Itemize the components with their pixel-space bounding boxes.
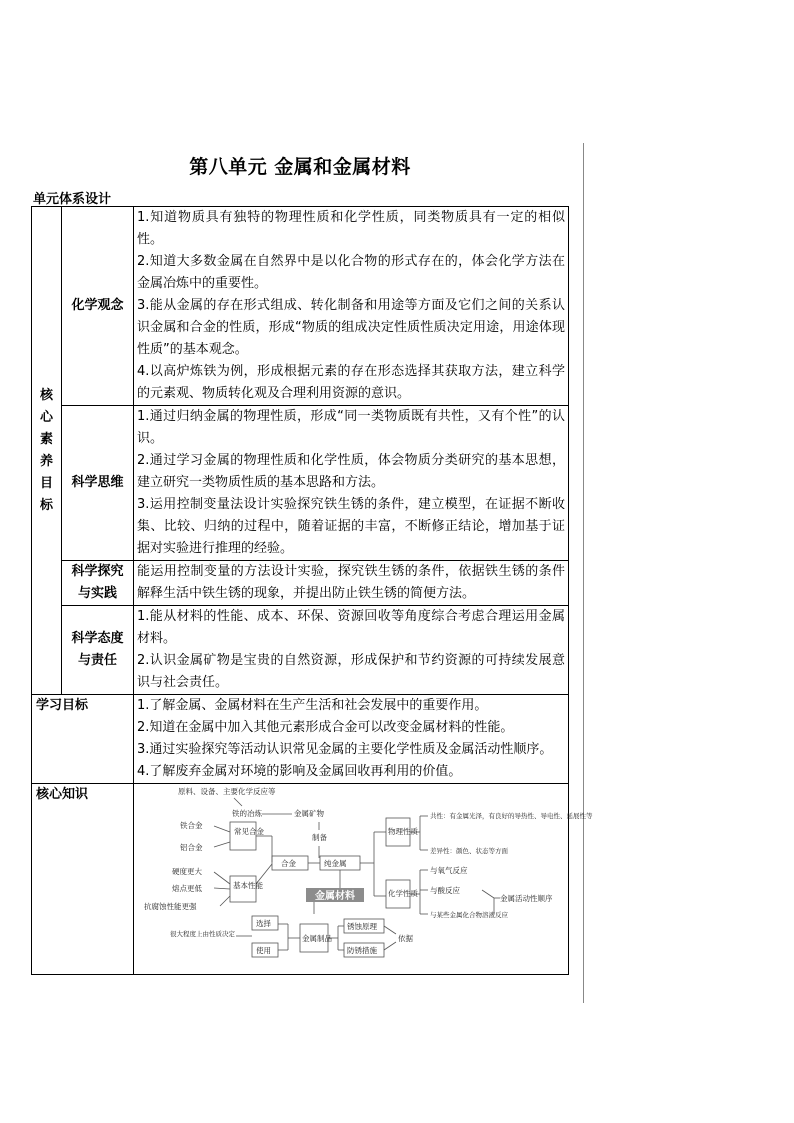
list-item: 能运用控制变量的方法设计实验，探究铁生锈的条件，依据铁生锈的条件解释生活中铁生锈的现象，并提出防止铁生锈的简便方法。 [137, 564, 565, 601]
node-decided: 很大程度上由性质决定 [170, 930, 235, 938]
node-metal-ore: 金属矿物 [294, 809, 324, 818]
node-rust-measures: 防锈措施 [347, 946, 377, 955]
dimension-label-line: 科学思维 [71, 475, 124, 490]
node-with-acid: 与酸反应 [430, 886, 460, 895]
dimension-label [62, 606, 134, 695]
node-melting: 熔点更低 [172, 884, 202, 893]
node-use: 使用 [256, 946, 271, 955]
node-alloy: 合金 [281, 859, 296, 868]
node-top-note: 原料、设备、主要化学反应等 [178, 787, 276, 796]
core-char: 素 [39, 431, 53, 447]
core-char: 目 [39, 475, 53, 491]
page-title: 第八单元 金属和金属材料 [189, 156, 411, 178]
core-char: 标 [39, 497, 53, 513]
list-item: 4.以高炉炼铁为例，形成根据元素的存在形态选择其获取方法，建立科学的元素观、物质转化观及合理利用资源的意识。 [137, 364, 565, 401]
dimension-label [62, 406, 134, 561]
core-char: 养 [39, 453, 53, 469]
node-select: 选择 [256, 919, 271, 928]
node-with-oxygen: 与氧气反应 [430, 866, 468, 875]
list-item: 2.认识金属矿物是宝贵的自然资源，形成保护和节约资源的可持续发展意识与社会责任。 [137, 653, 565, 690]
dimension-label [62, 561, 134, 606]
table-row [32, 695, 569, 784]
node-al-alloy: 铝合金 [180, 843, 203, 852]
list-item: 3.能从金属的存在形式组成、转化制备和用途等方面及它们之间的关系认识金属和合金的性质，形成“物质的组成决定性质性质决定用途，用途体现性质”的基本观念。 [137, 298, 565, 357]
list-item: 4.了解废弃金属对环境的影响及金属回收再利用的价值。 [137, 764, 462, 779]
dimension-content [134, 561, 569, 606]
node-pure-metal: 纯金属 [324, 859, 347, 868]
node-common: 共性：有金属光泽，有良好的导热性、导电性、延展性等 [430, 812, 593, 820]
dimension-content [134, 406, 569, 561]
dimension-content [134, 207, 569, 406]
list-item: 2.知道大多数金属在自然界中是以化合物的形式存在的，体会化学方法在金属冶炼中的重要性。 [137, 254, 565, 291]
unit-design-table [31, 206, 593, 975]
core-knowledge-label: 核心知识 [32, 784, 134, 975]
node-activity-order: 金属活动性顺序 [500, 894, 553, 903]
node-iron-alloy: 铁合金 [180, 821, 203, 830]
list-item: 3.通过实验探究等活动认识常见金属的主要化学性质及金属活动性顺序。 [137, 742, 553, 757]
core-literacy-label [32, 207, 62, 695]
node-hardness: 硬度更大 [172, 867, 202, 876]
concept-map [134, 784, 593, 966]
table-row [32, 784, 569, 975]
learning-goals-label: 学习目标 [32, 695, 134, 784]
dimension-content [134, 606, 569, 695]
dimension-label [62, 207, 134, 406]
node-with-salt: 与某些金属化合物溶液反应 [430, 911, 508, 919]
core-char: 核 [39, 387, 53, 403]
list-item: 1.了解金属、金属材料在生产生活和社会发展中的重要作用。 [137, 698, 488, 713]
node-products: 金属制品 [302, 934, 332, 943]
node-basic-props: 基本性能 [233, 881, 263, 890]
node-rust-principle: 锈蚀原理 [347, 922, 377, 931]
list-item: 3.运用控制变量法设计实验探究铁生锈的条件，建立模型，在证据不断收集、比较、归纳的过程中，随着证据的丰富，不断修正结论，增加基于证据对实验进行推理的经验。 [137, 497, 565, 556]
list-item: 1.通过归纳金属的物理性质，形成“同一类物质既有共性，又有个性”的认识。 [137, 409, 565, 446]
section-label: 单元体系设计 [33, 192, 112, 207]
dimension-label-line: 化学观念 [71, 298, 124, 313]
node-prepare: 制备 [312, 833, 327, 842]
concept-map-cell [134, 784, 593, 975]
table-row [32, 561, 569, 606]
center-node-label: 金属材料 [315, 891, 355, 902]
table-row [32, 606, 569, 695]
table-row [32, 207, 569, 406]
dimension-label-line: 科学态度 [71, 631, 124, 646]
dimension-label-line: 与责任 [77, 653, 117, 668]
dimension-label-line: 与实践 [77, 586, 117, 601]
list-item: 2.通过学习金属的物理性质和化学性质，体会物质分类研究的基本思想，建立研究一类物质性质的基本思路和方法。 [137, 453, 565, 490]
learning-goals-content [134, 695, 569, 784]
node-iron-smelting: 铁的冶炼 [232, 809, 262, 818]
list-item: 1.能从材料的性能、成本、环保、资源回收等角度综合考虑合理运用金属材料。 [137, 609, 565, 646]
node-basis: 依据 [398, 934, 413, 943]
node-physical-props: 物理性质 [388, 827, 418, 836]
node-common-alloy: 常见合金 [234, 827, 264, 836]
node-corrosion: 抗腐蚀性能更强 [144, 902, 197, 911]
node-diff: 差异性：颜色、状态等方面 [430, 847, 508, 855]
core-char: 心 [39, 409, 53, 425]
list-item: 1.知道物质具有独特的物理性质和化学性质，同类物质具有一定的相似性。 [137, 210, 565, 247]
page-vertical-rule [583, 143, 584, 1003]
table-row [32, 406, 569, 561]
node-chemical-props: 化学性质 [388, 889, 418, 898]
dimension-label-line: 科学探究 [71, 564, 124, 579]
list-item: 2.知道在金属中加入其他元素形成合金可以改变金属材料的性能。 [137, 720, 514, 735]
